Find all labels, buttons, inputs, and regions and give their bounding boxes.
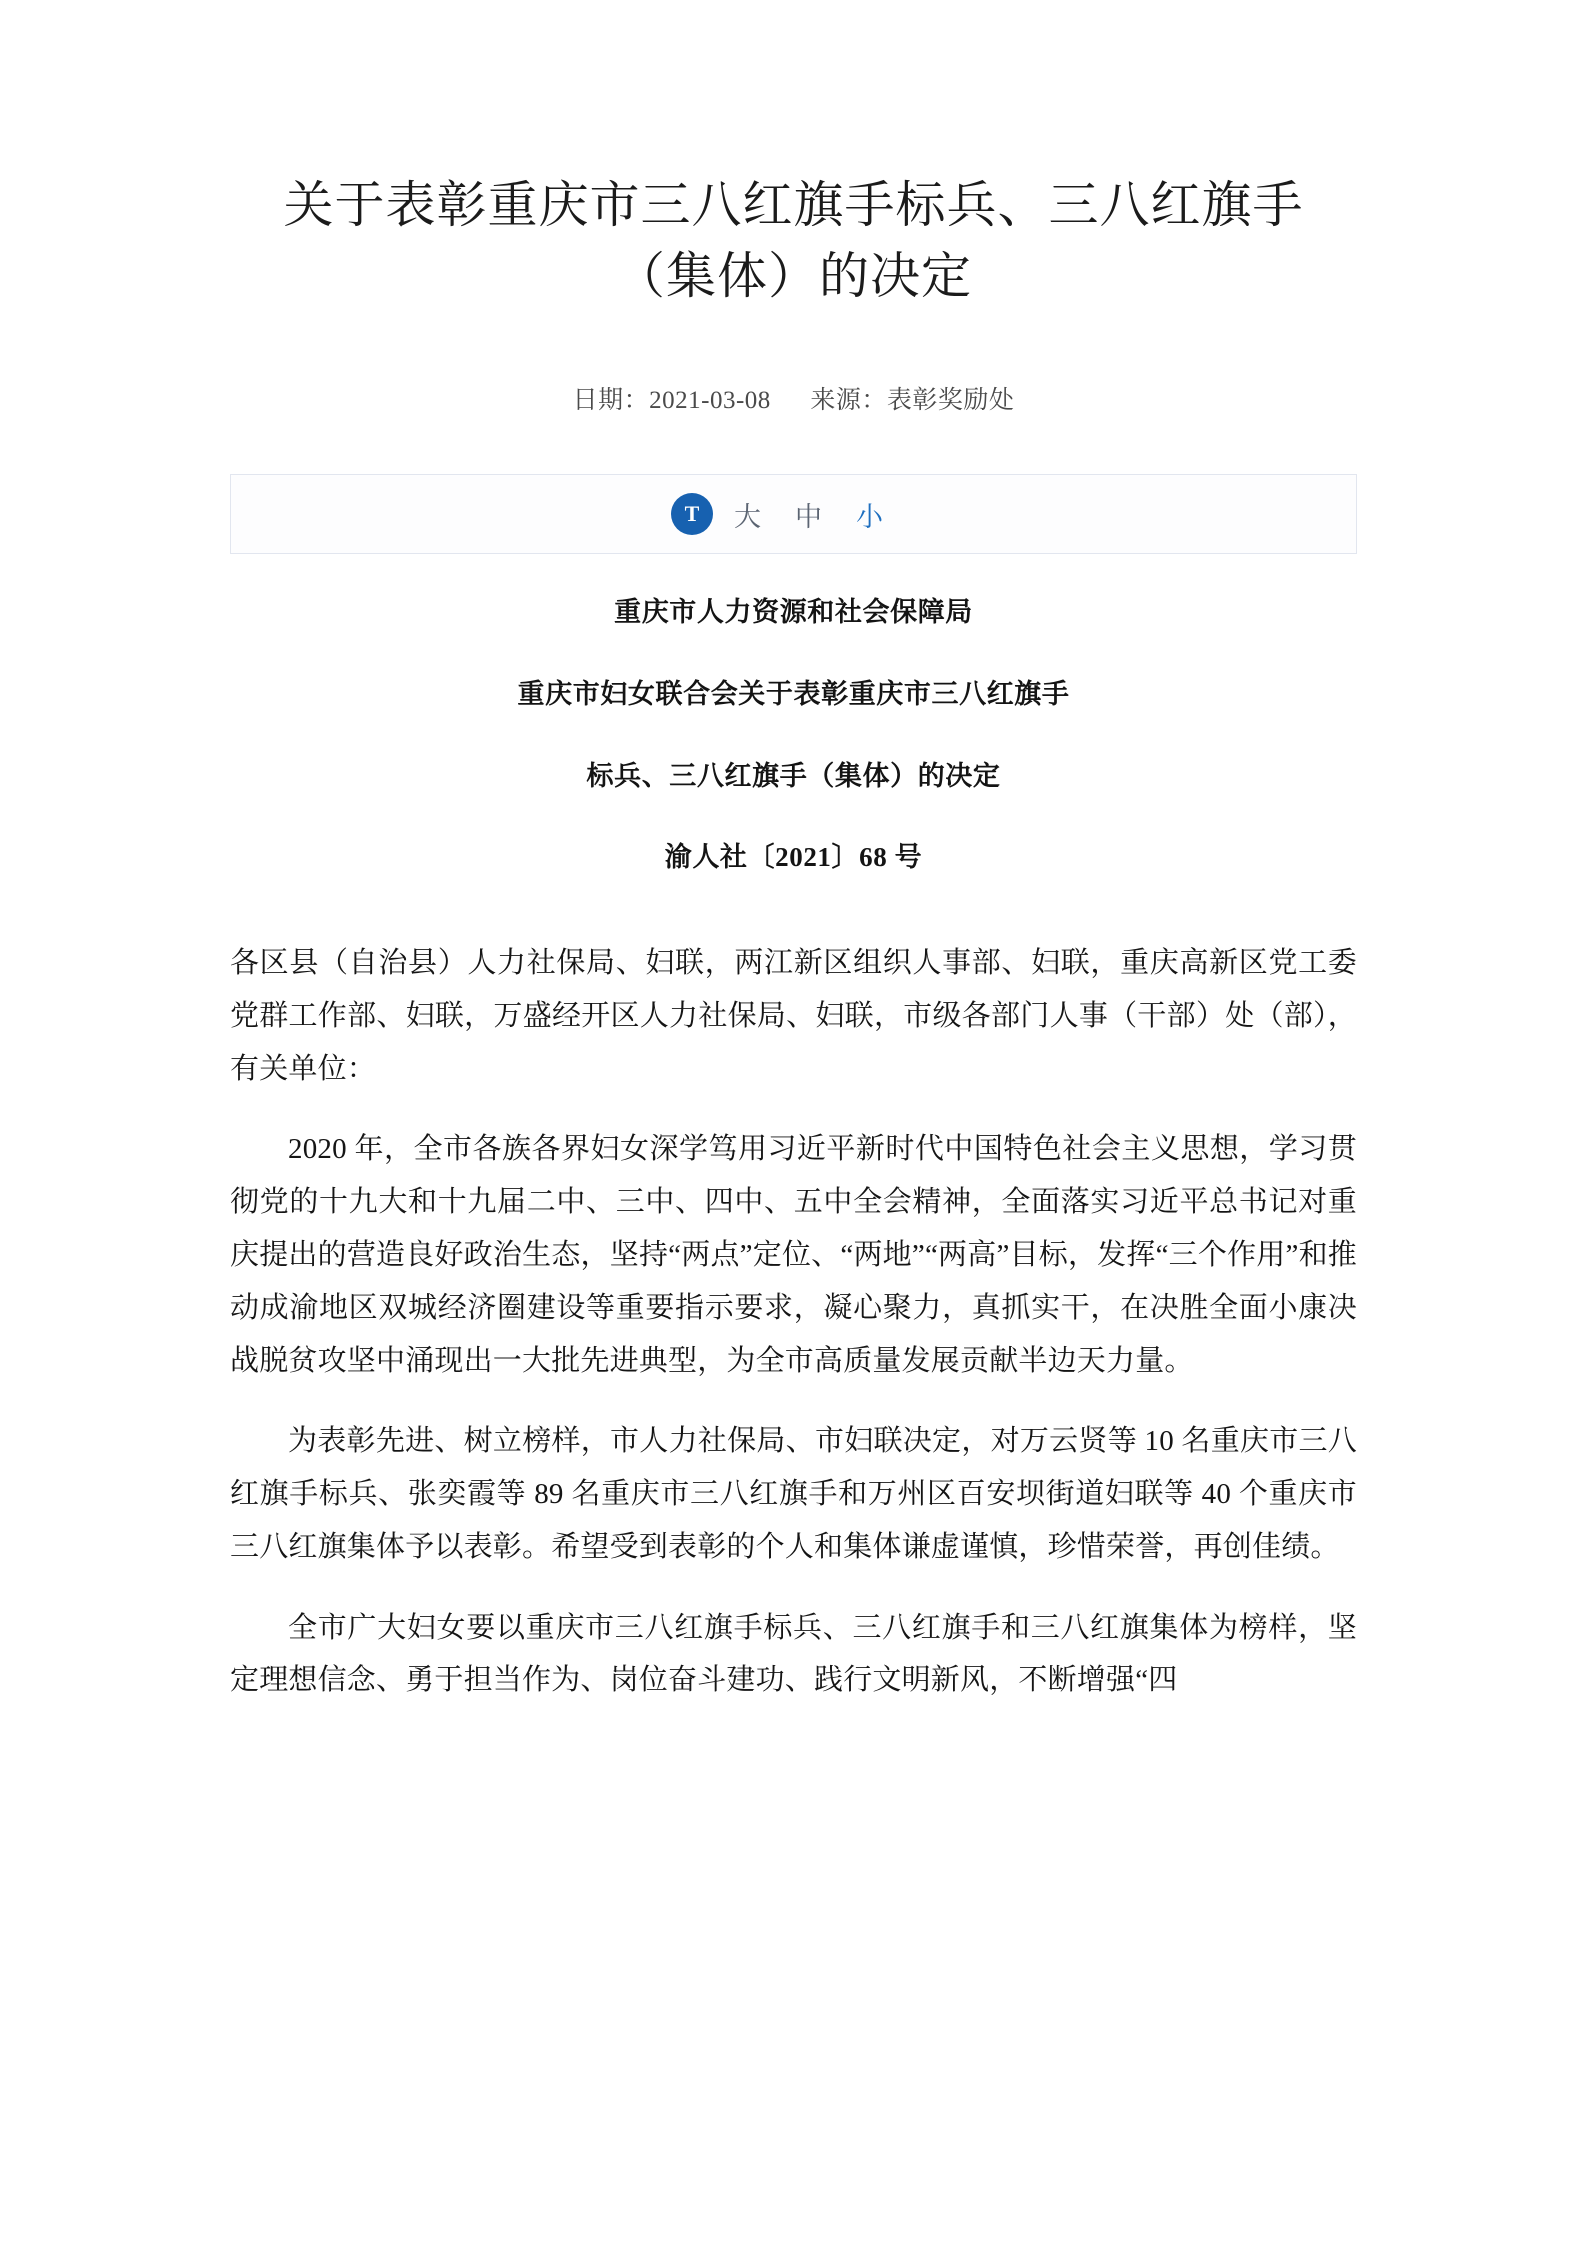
document-body bbox=[230, 937, 1357, 1707]
font-size-toolbar[interactable] bbox=[230, 474, 1357, 554]
issuer-heading-3: 标兵、三八红旗手（集体）的决定 bbox=[586, 760, 1001, 791]
document-number: 渝人社〔2021〕68 号 bbox=[664, 842, 923, 873]
document-meta bbox=[230, 380, 1357, 416]
font-size-icon: T bbox=[671, 493, 713, 535]
issuer-heading-1: 重庆市人力资源和社会保障局 bbox=[614, 597, 973, 627]
document-headings bbox=[230, 594, 1357, 877]
font-size-medium-button[interactable]: 中 bbox=[795, 501, 822, 532]
issuer-heading-2: 重庆市妇女联合会关于表彰重庆市三八红旗手 bbox=[517, 678, 1070, 709]
paragraph-addressee: 各区县（自治县）人力社保局、妇联，两江新区组织人事部、妇联，重庆高新区党工委党群工作部、妇联，万盛经开区人力社保局、妇联，市级各部门人事（干部）处（部），有关单位： bbox=[230, 947, 1357, 1085]
paragraph-background: 2020 年，全市各族各界妇女深学笃用习近平新时代中国特色社会主义思想，学习贯彻党的十九大和十九届二中、三中、四中、五中全会精神，全面落实习近平总书记对重庆提出的营造良好政治生态，坚持“两点”定位、“两地”“两高”目标，发挥“三个作用”和推动成渝地区双城经济圈建设等重要指示要求，凝心聚力，真抓实干，在决胜全面小康决战脱贫攻坚中涌现出一大批先进典型，为全市高质量发展贡献半边天力量。 bbox=[230, 1133, 1357, 1377]
font-size-small-button[interactable]: 小 bbox=[856, 501, 883, 532]
publish-source: 来源：表彰奖励处 bbox=[810, 387, 1015, 414]
page-title: 关于表彰重庆市三八红旗手标兵、三八红旗手（集体）的决定 bbox=[283, 177, 1304, 304]
paragraph-decision: 为表彰先进、树立榜样，市人力社保局、市妇联决定，对万云贤等 10 名重庆市三八红旗手标兵、张奕霞等 89 名重庆市三八红旗手和万州区百安坝街道妇联等 40 个重庆市三八红旗集体予以表彰。希望受到表彰的个人和集体谦虚谨慎，珍惜荣誉，再创佳绩。 bbox=[230, 1425, 1357, 1563]
paragraph-call-to-action: 全市广大妇女要以重庆市三八红旗手标兵、三八红旗手和三八红旗集体为榜样，坚定理想信念、勇于担当作为、岗位奋斗建功、践行文明新风，不断增强“四 bbox=[230, 1611, 1357, 1697]
publish-date: 日期：2021-03-08 bbox=[572, 387, 771, 414]
font-size-large-button[interactable]: 大 bbox=[734, 501, 761, 532]
